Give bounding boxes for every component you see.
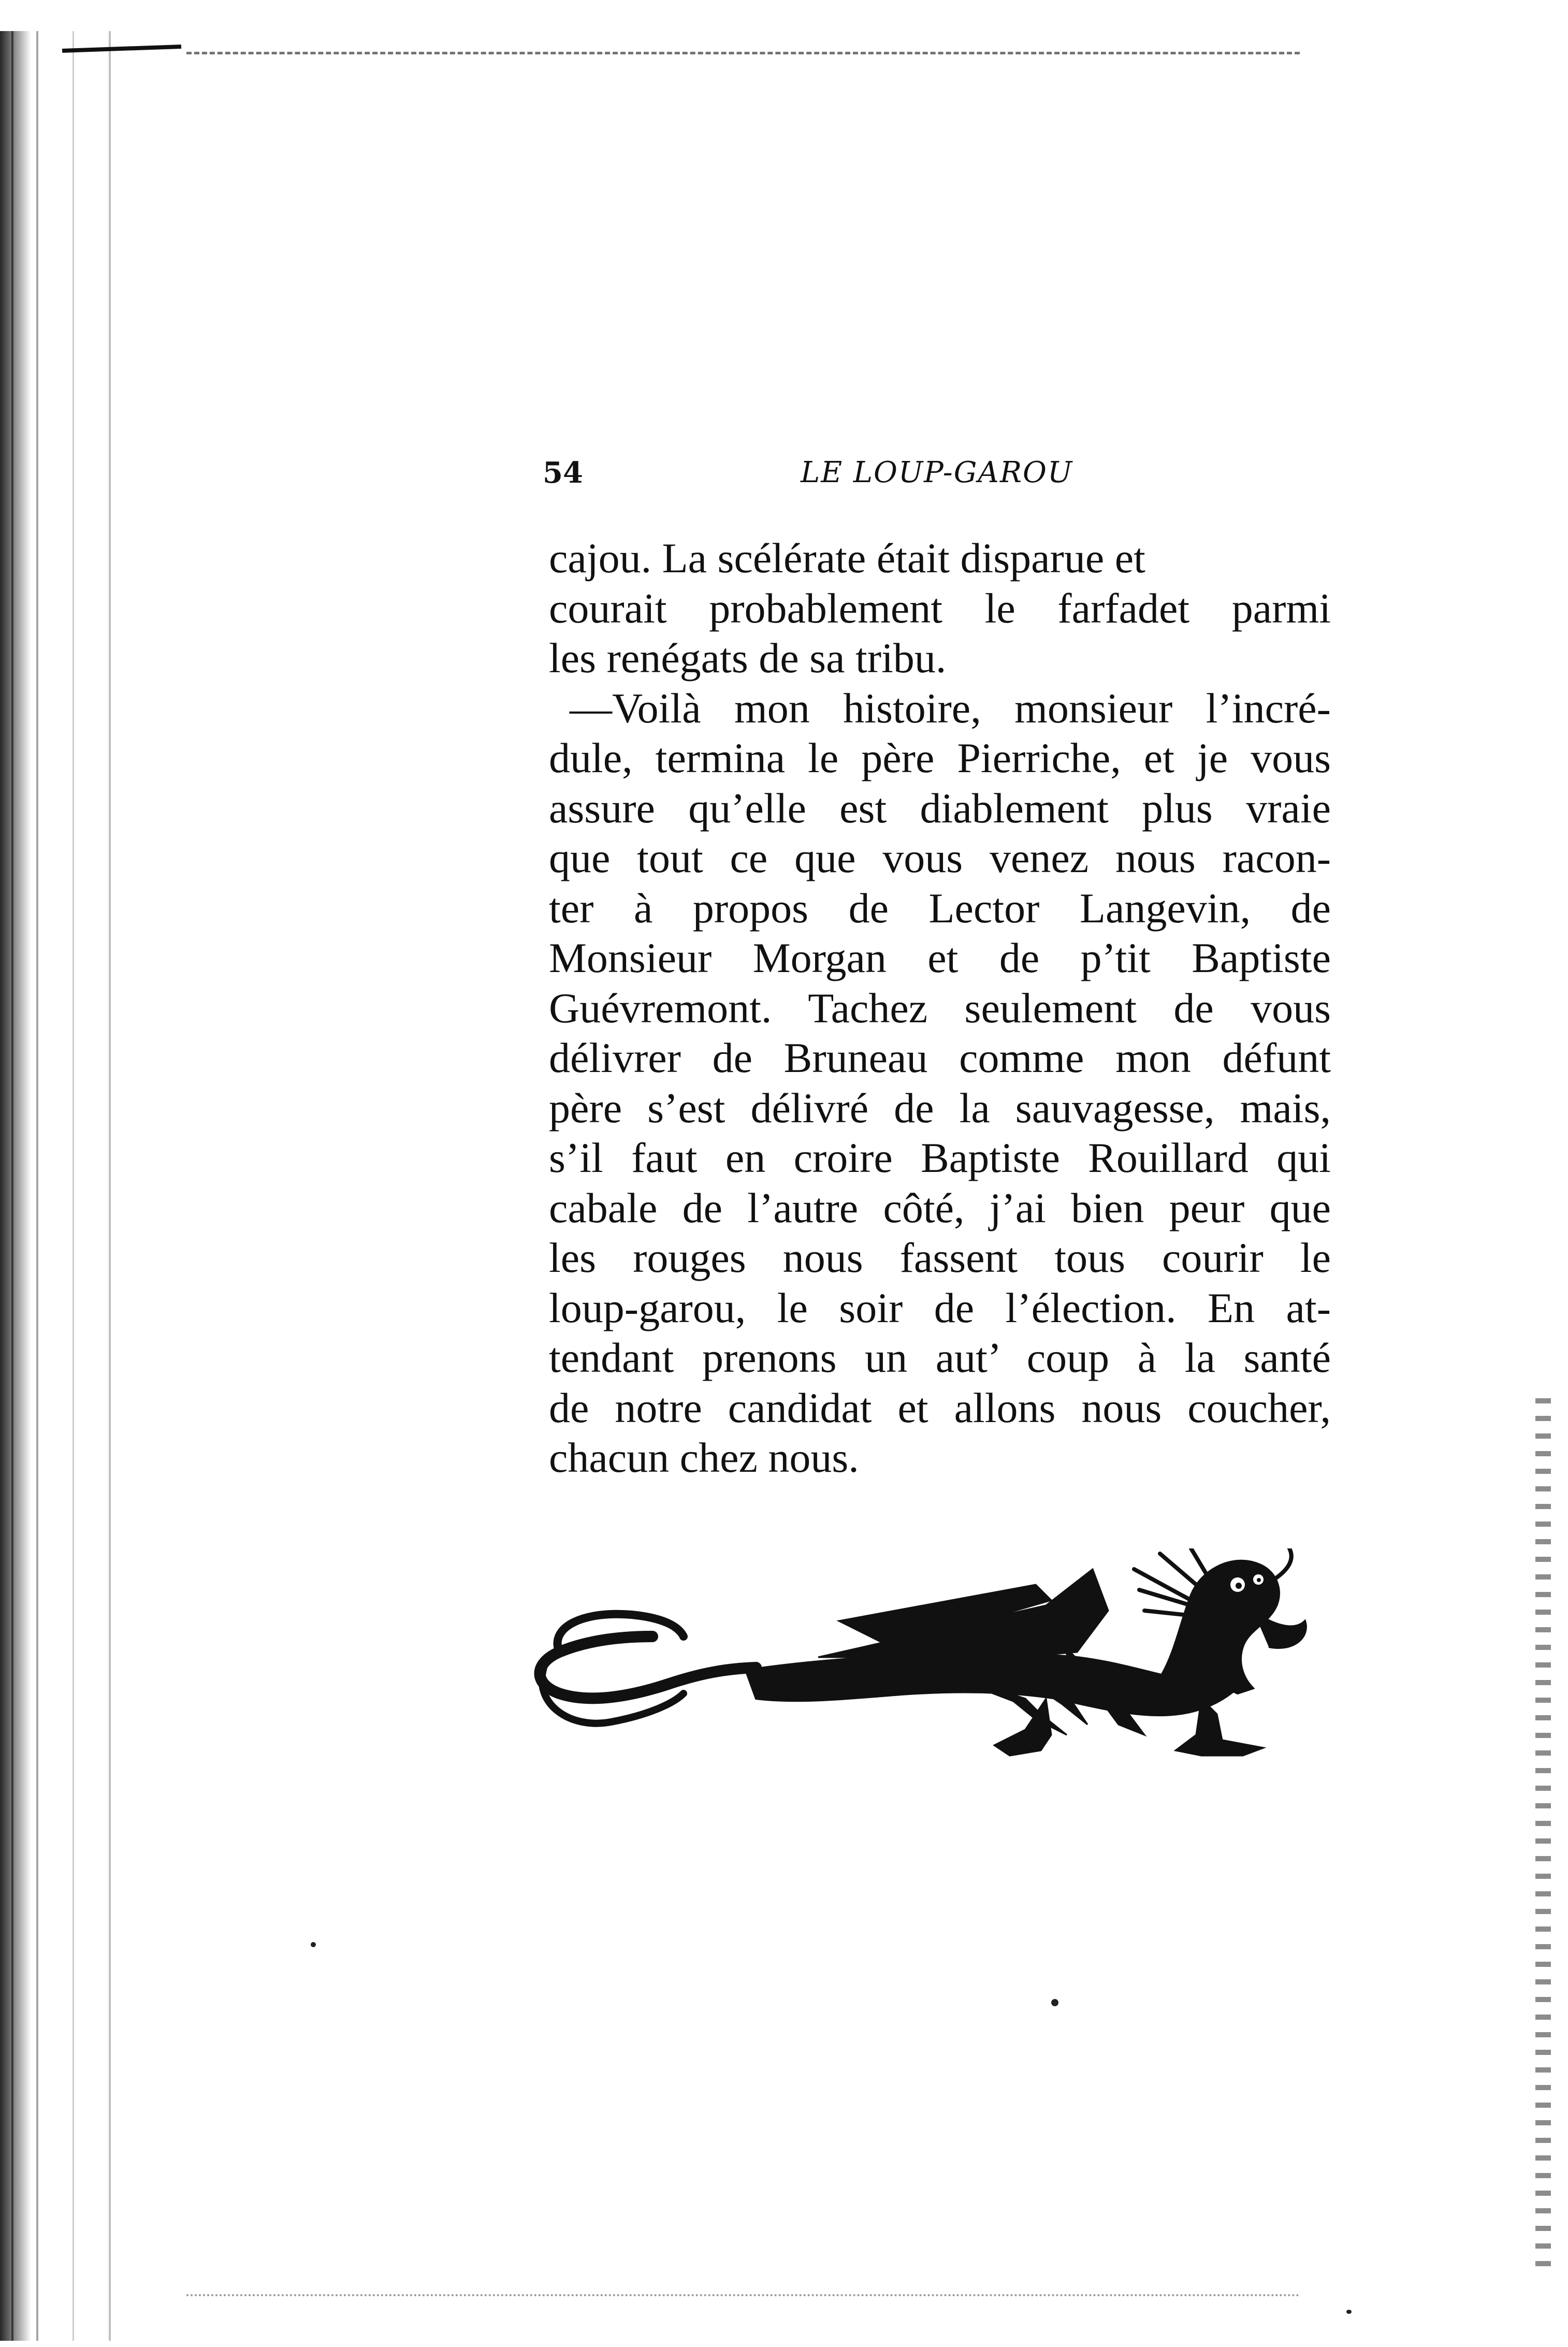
text-line: cajou. La scélérate était disparue et — [549, 534, 1145, 582]
text-line: ter à propos de Lector Langevin, de — [549, 884, 1331, 932]
text-line: Monsieur Morgan et de p’tit Baptiste — [549, 934, 1331, 981]
text-line: courait probablement le farfadet parmi — [549, 584, 1331, 632]
text-line: Guévremont. Tachez seulement de vous — [549, 984, 1331, 1032]
text-line: les renégats de sa tribu. — [549, 634, 947, 682]
ink-speck — [311, 1942, 316, 1947]
running-head — [543, 456, 1330, 497]
text-line: de notre candidat et allons nous coucher, — [549, 1384, 1331, 1431]
dragon-tailpiece-icon — [528, 1548, 1326, 1787]
text-line: s’il faut en croire Baptiste Rouillard qui — [549, 1134, 1331, 1181]
text-line: assure qu’elle est diablement plus vraie — [549, 784, 1331, 832]
text-line: les rouges nous fassent tous courir le — [549, 1234, 1331, 1281]
ink-speck — [1051, 1999, 1058, 2006]
binding-edge — [0, 31, 135, 2341]
scan-bottom-edge — [186, 2294, 1300, 2296]
body-text — [549, 533, 1331, 1483]
text-line: délivrer de Bruneau comme mon défunt — [549, 1034, 1331, 1081]
scan-top-edge — [186, 52, 1300, 54]
right-page-edge — [1535, 1398, 1551, 2279]
running-title: LE LOUP-GAROU — [801, 456, 1073, 489]
ink-speck — [1346, 2310, 1352, 2314]
text-line: que tout ce que vous venez nous racon- — [549, 834, 1331, 881]
text-line: chacun chez nous. — [549, 1434, 859, 1481]
text-line: loup-garou, le soir de l’élection. En at- — [549, 1284, 1331, 1331]
text-line: dule, termina le père Pierriche, et je vous — [549, 734, 1331, 781]
text-line: cabale de l’autre côté, j’ai bien peur que — [549, 1184, 1331, 1232]
page-number: 54 — [543, 456, 583, 490]
text-line: tendant prenons un aut’ coup à la santé — [549, 1334, 1331, 1381]
text-line: —Voilà mon histoire, monsieur l’incré- — [570, 684, 1331, 732]
text-line: père s’est délivré de la sauvagesse, mais, — [549, 1084, 1331, 1132]
